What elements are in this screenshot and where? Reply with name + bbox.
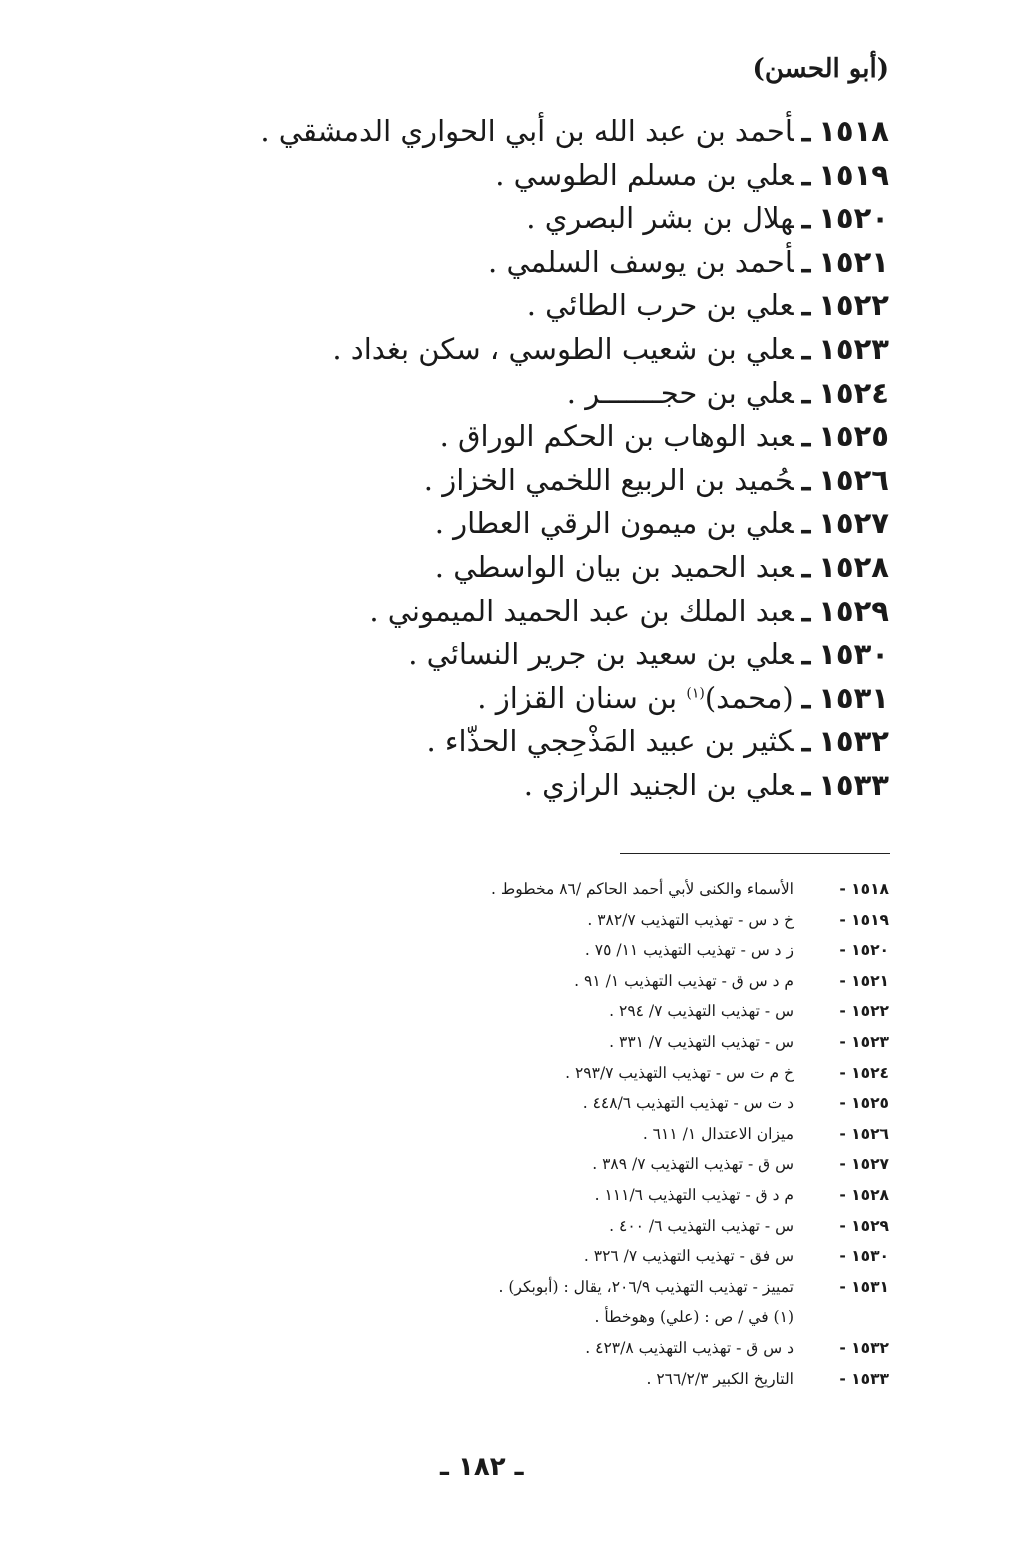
entry-item: ١٥٢٢ـعلي بن حرب الطائي . [526,288,889,323]
footnote-text: س ق - تهذيب التهذيب ٧/ ٣٨٩ . [592,1155,794,1174]
entry-number: ١٥٣٢ [818,724,889,759]
entry-item: ١٥٢٥ـعبد الوهاب بن الحكم الوراق . [439,419,889,454]
entry-number: ١٥٣٣ [818,767,889,802]
entry-number: ١٥٣١ [818,680,889,715]
entry-item: ١٥٢٦ـحُميد بن الربيع اللخمي الخزاز . [423,462,889,497]
footnote-item [491,1272,889,1303]
entry-text: أحمد بن يوسف السلمي . [488,244,794,279]
entry-number: ١٥٢٥ [818,419,889,454]
footnote-item [491,935,889,966]
footnote-text: س - تهذيب التهذيب ٦/ ٤٠٠ . [609,1216,794,1235]
entry-item: ١٥١٨ـأحمد بن عبد الله بن أبي الحواري الدمشقي . [260,114,889,148]
footnote-number: ١٥٣٠ - [839,1247,889,1266]
entry-number: ١٥٢١ [818,244,889,279]
footnote-divider [620,853,890,854]
footnote-item [491,905,889,936]
footnote-text: خ د س - تهذيب التهذيب ٣٨٢/٧ . [587,910,794,929]
footnote-text: س - تهذيب التهذيب ٧/ ٣٣١ . [609,1032,794,1051]
footnote-number: ١٥١٨ - [839,880,889,898]
footnote-number: ١٥٣٣ - [839,1369,889,1388]
entry-text: علي بن مسلم الطوسي . [495,157,794,192]
entry-number: ١٥٢٢ [818,288,889,323]
footnote-number: ١٥٢٥ - [839,1094,889,1113]
footnote-item [491,1241,889,1272]
footnote-marker: (١) [686,685,705,702]
footnote-text: م د س ق - تهذيب التهذيب ١/ ٩١ . [574,971,794,990]
footnote-number: ١٥٢٧ - [839,1155,889,1174]
entry-text: علي بن حجـــــــر . [566,375,794,410]
entry-number: ١٥١٩ [818,157,889,192]
entry-text: حُميد بن الربيع اللخمي الخزاز . [423,462,794,497]
footnote-number: ١٥٢٨ - [839,1185,889,1204]
entry-item: ١٥٢٣ـعلي بن شعيب الطوسي ، سكن بغداد . [332,331,889,366]
footnote-number: ١٥١٩ - [839,910,889,929]
footnote-text: تمييز - تهذيب التهذيب ٢٠٦/٩، يقال : (أبوبكر) . [498,1277,794,1296]
entry-text: هلال بن بشر البصري . [526,201,794,236]
entry-text: علي بن ميمون الرقي العطار . [434,506,794,541]
footnote-text: ز د س - تهذيب التهذيب ١١/ ٧٥ . [584,941,794,960]
footnote-item [491,1058,889,1089]
footnote-item [491,1149,889,1180]
footnote-number: ١٥٣١ - [839,1277,889,1296]
footnote-text: (١) في / ص : (علي) وهوخطأ . [594,1308,794,1327]
entry-text: علي بن شعيب الطوسي ، سكن بغداد . [332,331,794,366]
entry-number: ١٥٢٦ [818,462,889,497]
footnote-item [491,966,889,997]
entry-item: ١٥١٩ـعلي بن مسلم الطوسي . [495,157,889,192]
entry-number: ١٥٣٠ [818,637,889,672]
footnote-text: الأسماء والكنى لأبي أحمد الحاكم /٨٦ مخطوط . [491,880,794,898]
entry-number: ١٥٢٧ [818,506,889,541]
footnote-item [491,1027,889,1058]
footnote-number: ١٥٢٦ - [839,1124,889,1143]
entry-item: ١٥٣٣ـعلي بن الجنيد الرازي . [523,767,889,802]
entry-text: أحمد بن عبد الله بن أبي الحواري الدمشقي . [260,114,794,148]
footnote-text: س فق - تهذيب التهذيب ٧/ ٣٢٦ . [583,1247,794,1266]
footnote-text: خ م ت س - تهذيب التهذيب ٢٩٣/٧ . [565,1063,794,1082]
footnote-item [491,1180,889,1211]
footnote-item [491,874,889,905]
entry-text: علي بن الجنيد الرازي . [523,767,794,802]
entry-number: ١٥٢٠ [818,201,889,236]
entry-item: ١٥٢١ـأحمد بن يوسف السلمي . [488,244,889,279]
entry-number: ١٥٢٣ [818,331,889,366]
entry-item: ١٥٣١ـ(محمد)$^{(١)}$ بن سنان القزاز . [477,680,889,715]
page-number: ـ ١٨٢ ـ [440,1452,524,1482]
footnote-text: د ت س - تهذيب التهذيب ٤٤٨/٦ . [582,1094,794,1113]
footnote-item [491,1211,889,1242]
footnote-item [491,1364,889,1395]
footnote-text: س - تهذيب التهذيب ٧/ ٢٩٤ . [609,1002,794,1021]
footnote-text: د س ق - تهذيب التهذيب ٤٢٣/٨ . [585,1338,794,1357]
entry-item: ١٥٣٢ـكثير بن عبيد المَذْحِجي الحذّاء . [426,724,889,759]
entry-number: ١٥٢٨ [818,549,889,584]
entry-item: ١٥٢٤ـعلي بن حجـــــــر . [566,375,889,410]
entry-number: ١٥٢٤ [818,375,889,410]
entry-text: عبد الحميد بن بيان الواسطي . [434,549,794,584]
footnote-text: ميزان الاعتدال ١/ ٦١١ . [642,1124,794,1143]
footnote-number: ١٥٢١ - [839,971,889,990]
entry-text: علي بن حرب الطائي . [526,288,794,323]
entry-item: ١٥٢٨ـعبد الحميد بن بيان الواسطي . [434,549,889,584]
entry-text: عبد الملك بن عبد الحميد الميموني . [369,593,794,628]
footnote-number: ١٥٣٢ - [839,1338,889,1357]
entry-text: كثير بن عبيد المَذْحِجي الحذّاء . [426,724,794,759]
entry-item: ١٥٣٠ـعلي بن سعيد بن جرير النسائي . [408,637,889,672]
entry-number: ١٥٢٩ [818,593,889,628]
footnote-number: ١٥٢٤ - [839,1063,889,1082]
footnote-subnote [491,1302,889,1333]
footnote-item [491,1088,889,1119]
footnote-item [491,1333,889,1364]
entry-text: (محمد) [704,680,794,715]
footnote-number: ١٥٢٩ - [839,1216,889,1235]
entry-number: ١٥١٨ [818,114,889,148]
entry-item: ١٥٢٧ـعلي بن ميمون الرقي العطار . [434,506,889,541]
entry-text-tail: بن سنان القزاز . [477,680,687,715]
entry-text: عبد الوهاب بن الحكم الوراق . [439,419,794,454]
entry-text: علي بن سعيد بن جرير النسائي . [408,637,794,672]
footnote-item [491,1119,889,1150]
entry-item: ١٥٢٩ـعبد الملك بن عبد الحميد الميموني . [369,593,889,628]
footnote-number: ١٥٢٠ - [839,941,889,960]
footnote-number: ١٥٢٣ - [839,1032,889,1051]
footnotes-list [491,874,889,1394]
section-header: (أبو الحسن) [752,54,889,84]
footnote-item [491,996,889,1027]
entries-list [260,110,889,808]
footnote-text: التاريخ الكبير ٢٦٦/٢/٣ . [646,1369,794,1388]
footnote-text: م د ق - تهذيب التهذيب ١١١/٦ . [594,1185,794,1204]
footnote-number: ١٥٢٢ - [839,1002,889,1021]
entry-item: ١٥٢٠ـهلال بن بشر البصري . [526,201,889,236]
